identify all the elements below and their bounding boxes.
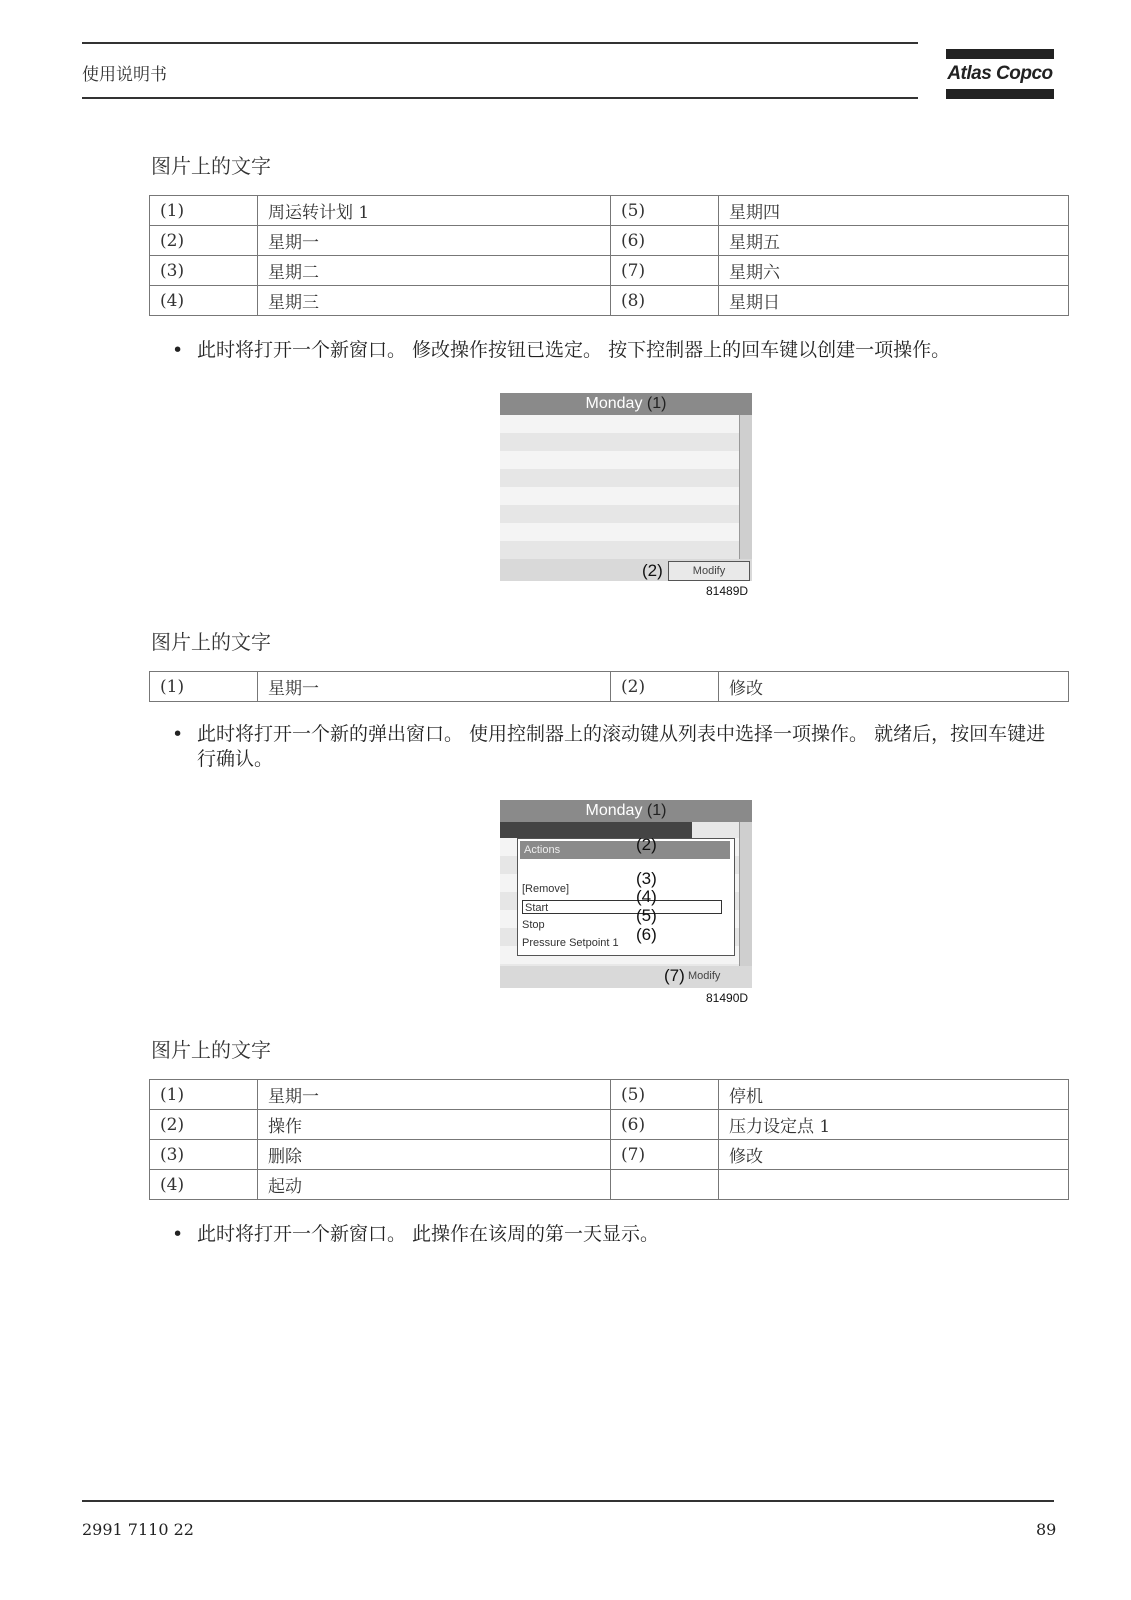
table-row <box>150 226 1069 256</box>
callout-label: (7) <box>664 966 685 985</box>
table-cell: (7) <box>611 256 719 286</box>
bullet-text: 此时将打开一个新窗口。 此操作在该周的第一天显示。 <box>197 1223 660 1245</box>
table-cell: 操作 <box>258 1110 611 1140</box>
controller-screen-1 <box>500 393 752 581</box>
document-number: 2991 7110 22 <box>82 1520 194 1539</box>
header-bottom-rule <box>82 97 918 99</box>
table-cell: 星期一 <box>258 672 611 702</box>
legend-table-2 <box>149 671 1069 702</box>
table-row <box>150 1170 1069 1200</box>
logo-top-bar <box>946 49 1054 59</box>
actions-popup <box>517 838 735 956</box>
table-cell: (3) <box>150 256 258 286</box>
scrollbar[interactable] <box>739 822 752 966</box>
image-code: 81490D <box>706 991 749 1005</box>
header-top-rule <box>82 42 918 44</box>
section-2-title: 图片上的文字 <box>151 630 271 654</box>
bullet-text: 此时将打开一个新窗口。 修改操作按钮已选定。 按下控制器上的回车键以创建一项操作。 <box>197 339 951 361</box>
image-code: 81489D <box>706 584 749 598</box>
popup-title: Actions <box>520 841 730 859</box>
table-row <box>150 256 1069 286</box>
screen-title: Monday <box>585 802 643 819</box>
callout-label: (3) <box>636 869 657 888</box>
table-cell: (3) <box>150 1140 258 1170</box>
table-cell: (7) <box>611 1140 719 1170</box>
legend-table-3 <box>149 1079 1069 1200</box>
table-cell: (8) <box>611 286 719 316</box>
atlas-copco-logo <box>946 49 1054 101</box>
bullet-dot: • <box>172 723 184 745</box>
table-cell: 星期日 <box>719 286 1069 316</box>
callout-label: (5) <box>636 906 657 925</box>
bullet-dot: • <box>172 1223 184 1245</box>
table-row <box>150 1140 1069 1170</box>
table-row <box>150 1080 1069 1110</box>
section-1-title: 图片上的文字 <box>151 154 271 178</box>
table-cell <box>611 1170 719 1200</box>
bullet-1 <box>172 338 1062 363</box>
page-number: 89 <box>1036 1520 1057 1539</box>
table-cell: (1) <box>150 196 258 226</box>
table-cell: 星期三 <box>258 286 611 316</box>
modify-button[interactable]: Modify <box>688 970 721 982</box>
screen-title: Monday <box>585 395 643 412</box>
callout-label: (1) <box>646 395 667 412</box>
section-3-title: 图片上的文字 <box>151 1038 271 1062</box>
table-cell: (2) <box>150 226 258 256</box>
callout-label: (4) <box>636 887 657 906</box>
table-cell: (2) <box>611 672 719 702</box>
logo-text: Atlas Copco <box>947 63 1053 84</box>
table-cell <box>719 1170 1069 1200</box>
controller-screen-2 <box>500 800 752 988</box>
table-cell: (1) <box>150 672 258 702</box>
table-row <box>150 286 1069 316</box>
scrollbar[interactable] <box>739 415 752 559</box>
callout-label: (2) <box>636 835 657 854</box>
header-title: 使用说明书 <box>82 65 167 85</box>
table-cell: (6) <box>611 1110 719 1140</box>
table-row <box>150 672 1069 702</box>
table-cell: 星期六 <box>719 256 1069 286</box>
bullet-dot: • <box>172 339 184 361</box>
table-cell: 停机 <box>719 1080 1069 1110</box>
modify-button[interactable]: Modify <box>668 561 750 581</box>
callout-label: (2) <box>642 561 663 580</box>
selected-row-bar <box>500 822 692 838</box>
action-item-remove[interactable]: [Remove] <box>522 883 570 895</box>
table-cell: 星期五 <box>719 226 1069 256</box>
table-cell: 星期一 <box>258 226 611 256</box>
action-item-start[interactable]: Start <box>522 900 722 914</box>
table-cell: 压力设定点 1 <box>719 1110 1069 1140</box>
screen-title-bar <box>500 800 752 822</box>
table-cell: 周运转计划 1 <box>258 196 611 226</box>
table-cell: (1) <box>150 1080 258 1110</box>
table-cell: 起动 <box>258 1170 611 1200</box>
table-cell: (5) <box>611 196 719 226</box>
bullet-text: 此时将打开一个新的弹出窗口。 使用控制器上的滚动键从列表中选择一项操作。 就绪后，按回车键进行确认。 <box>197 723 1046 770</box>
schedule-rows <box>500 415 740 559</box>
table-row <box>150 196 1069 226</box>
table-cell: 星期一 <box>258 1080 611 1110</box>
screen-title-bar <box>500 393 752 415</box>
bullet-3 <box>172 1222 1062 1247</box>
table-cell: (2) <box>150 1110 258 1140</box>
table-cell: 删除 <box>258 1140 611 1170</box>
table-cell: 修改 <box>719 1140 1069 1170</box>
table-cell: 星期四 <box>719 196 1069 226</box>
bullet-2 <box>172 722 1062 772</box>
footer-rule <box>82 1500 1054 1502</box>
table-cell: (6) <box>611 226 719 256</box>
table-cell: (4) <box>150 286 258 316</box>
table-row <box>150 1110 1069 1140</box>
table-cell: (5) <box>611 1080 719 1110</box>
callout-label: (6) <box>636 925 657 944</box>
action-item-stop[interactable]: Stop <box>522 919 545 931</box>
table-cell: (4) <box>150 1170 258 1200</box>
legend-table-1 <box>149 195 1069 316</box>
action-item-pressure-setpoint[interactable]: Pressure Setpoint 1 <box>522 937 619 949</box>
callout-label: (1) <box>646 802 667 819</box>
table-cell: 修改 <box>719 672 1069 702</box>
logo-bottom-bar <box>946 89 1054 99</box>
table-cell: 星期二 <box>258 256 611 286</box>
